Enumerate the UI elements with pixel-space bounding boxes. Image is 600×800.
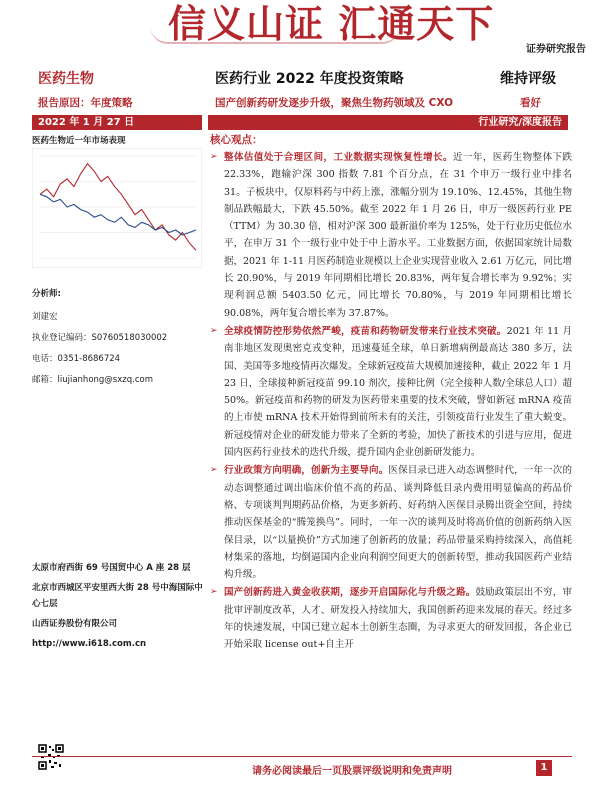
sidebar [32, 132, 204, 752]
address-beijing: 北京市西城区平安里西大街 28 号中海国际中心七层 [32, 583, 203, 609]
analyst-label: 分析师: [32, 289, 61, 299]
report-date-bar: 2022 年 1 月 27 日 [32, 115, 202, 130]
arrow-bullet-icon: ➢ [210, 152, 218, 162]
market-performance-svg [32, 148, 202, 268]
report-subtitle: 国产创新药研发逐步升级，聚焦生物药领域及 CXO [215, 97, 454, 109]
viewpoint-paragraph-innovation [210, 584, 572, 653]
company-website[interactable]: http://www.i618.com.cn [32, 639, 147, 649]
arrow-bullet-icon: ➢ [210, 465, 218, 476]
paragraph-lead: 国产创新药进入黄金收获期，逐步开启国际化与升级之路。 [224, 587, 476, 599]
arrow-bullet-icon: ➢ [210, 325, 218, 336]
market-performance-chart [32, 148, 202, 268]
paragraph-text: 鼓励政策层出不穷，审批审评制度改革，人才、研发投入持续加大，我国创新药迎来发展的春天。经过多年的快速发展，中国已建立起本土创新生态圈，为寻求更大的研发回报，各企业已开始采取 license out+自主开 [224, 587, 572, 651]
paragraph-lead: 行业政策方向明确，创新为主要导向。 [224, 465, 389, 477]
title-row [0, 65, 600, 89]
viewpoint-paragraph-policy [210, 462, 572, 583]
report-category-bar: 行业研究/深度报告 [208, 115, 568, 130]
analyst-name: 刘建宏 [32, 312, 58, 322]
page-footer [32, 756, 572, 780]
company-name: 山西证券股份有限公司 [32, 619, 118, 629]
report-reason: 报告原因：年度策略 [38, 97, 133, 109]
header-banner [0, 0, 600, 58]
page-number: 1 [536, 760, 552, 776]
address-taiyuan: 太原市府西街 69 号国贸中心 A 座 28 层 [32, 563, 191, 573]
core-viewpoint-title: 核心观点： [210, 134, 263, 146]
chart-title: 医药生物近一年市场表现 [32, 136, 126, 146]
paragraph-text: 2021 年 11 月南非地区发现奥密克戎变种，迅速蔓延全球，单日新增病例最高达 380 多万，法国、美国等多地疫情再次爆发。全球新冠疫苗大规模加速接种，截止 2022 年 1 月 23 日，全球接种新冠疫苗 99.10 剂次，接种比例（完全接种人数/全球总人口）超 50%。新冠疫苗和药物的研发为医药带来重要的技术突破，譬如新冠 mRNA 疫苗的上市使 mRNA 技术开始得到前所未有的关注，引领疫苗行业发生了重大蜕变。新冠疫情对企业的研发能力带来了全新的考验，加快了新技术的引进与应用，促进国内医药行业技术的迭代升级，提升国内企业创新研发能力。 [224, 325, 572, 459]
chart-frame [32, 148, 202, 268]
report-title: 医药行业 2022 年度投资策略 [215, 71, 404, 87]
viewpoint-paragraph-valuation [210, 149, 572, 322]
paragraph-lead: 全球疫情防控形势依然严峻，疫苗和药物研发带来行业技术突破。 [224, 325, 507, 337]
paragraph-text: 医保目录已进入动态调整时代，一年一次的动态调整通过调出临床价值不高的药品、谈判降低目录内费用明显偏高的药品价格、专项谈判判期药品价格，为更多新药、好药纳入医保目录腾出资金空间，持续推动医保基金的“腾笼换鸟”。同时，一年一次的谈判及时将高价值的创新药纳入医保目录，以“以量换价”方式加速了创新药的放量；药品带量采购持续深入，高值耗材集采的落地，均倒逼国内企业向利润空间更大的创新转型，推动我国医药产业结构升级。 [224, 465, 572, 581]
rating-label: 维持评级 [500, 71, 556, 87]
main-content [210, 132, 572, 747]
analyst-email[interactable]: 邮箱：liujianhong@sxzq.com [32, 375, 153, 385]
analyst-info [32, 287, 204, 394]
paragraph-text: 近一年，医药生物整体下跌 22.33%，跑输沪深 300 指数 7.81 个百分点，在 31 个申万一级行业中排名 31。子板块中，仅原料药与中药上涨，涨幅分别为 19.10%、12.45%，其他生物制品跌幅最大，下跌 45.50%。截至 2022 年 1 月 26 日，申万一级医药行业 PE（TTM）为 30.30 倍，相对沪深 300 最新溢价率为 125%，处于行业历史低位水平，在申万 31 个一级行业中处于中上游水平。工业数据方面，依据国家统计局数据，2021 年 1-11 月医药制造业规模以上企业实现营业收入 2.61 万亿元，同比增长 20.90%，与 2019 年同期相比增长 20.83%，两年复合增长率为 9.92%；实现利润总额 5403.50 亿元，同比增长 70.80%，与 2019 年同期相比增长 90.08%，两年复合增长率为 37.87%。 [224, 152, 572, 319]
footer-disclaimer: 请务必阅读最后一页股票评级说明和免责声明 [252, 766, 452, 777]
analyst-phone: 电话：0351-8686724 [32, 354, 121, 364]
arrow-bullet-icon: ➢ [210, 587, 218, 598]
report-type-label: 证券研究报告 [526, 44, 586, 55]
subtitle-row [0, 94, 600, 110]
company-slogan-logo: 信义山证 汇通天下 [168, 1, 495, 46]
analyst-cert-number: 执业登记编码：S0760518030002 [32, 333, 168, 343]
viewpoint-paragraph-pandemic [210, 323, 572, 461]
rating-value: 看好 [520, 97, 541, 109]
company-address-block [32, 560, 204, 652]
industry-name: 医药生物 [38, 71, 94, 87]
paragraph-lead: 整体估值处于合理区间，工业数据实现恢复性增长。 [224, 152, 453, 163]
